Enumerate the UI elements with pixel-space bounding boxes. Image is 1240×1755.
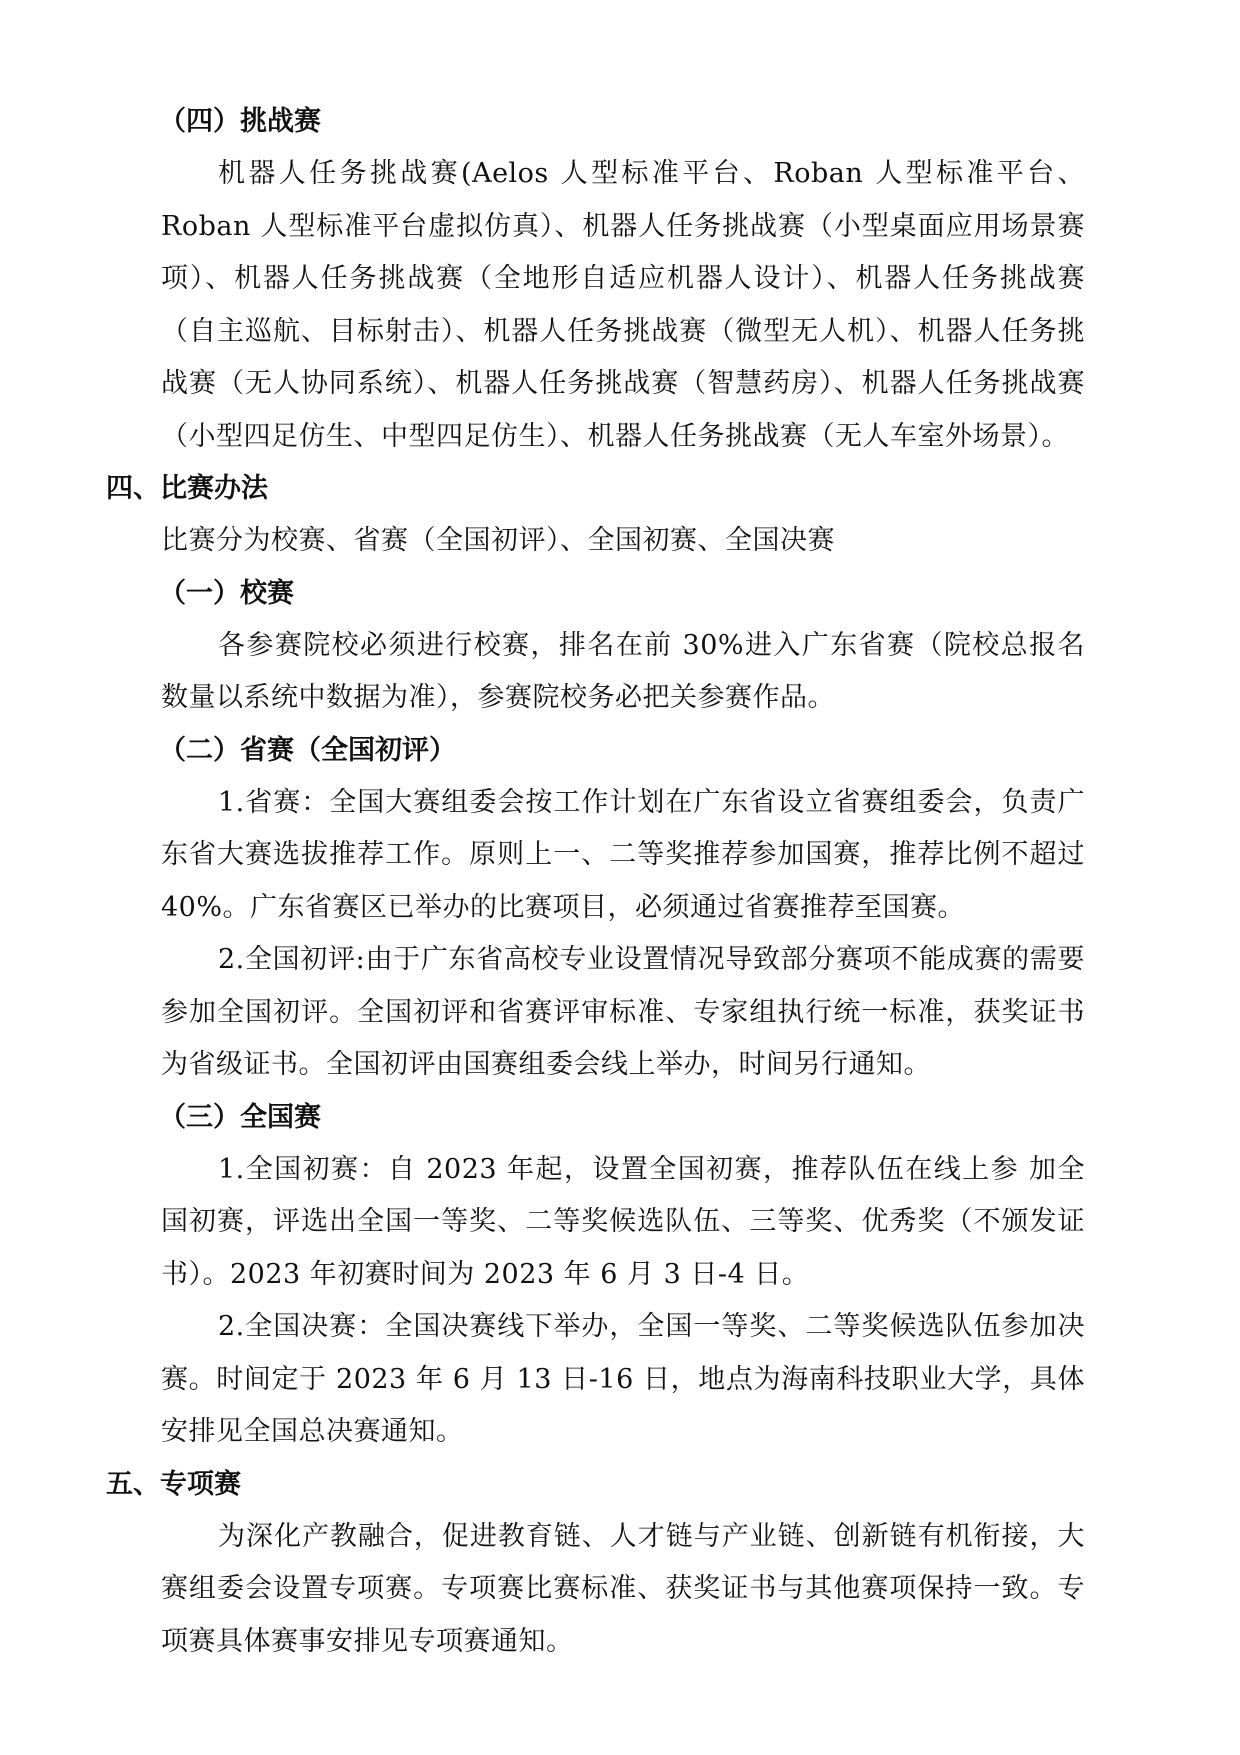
section-heading-provincial-round: （二）省赛（全国初评）: [159, 734, 456, 766]
section-heading-special-competition: 五、专项赛: [106, 1468, 241, 1500]
paragraph-national-1: 1.全国初赛：自 2023 年起，设置全国初赛，推荐队伍在线上参 加全国初赛，评选出全国一等奖、二等奖候选队伍、三等奖、优秀奖（不颁发证书）。2023 年初赛时间为 2023 年 6 月 3 日-4 日。: [161, 1153, 1085, 1290]
paragraph-national-2: 2.全国决赛：全国决赛线下举办，全国一等奖、二等奖候选队伍参加决赛。时间定于 2023 年 6 月 13 日-16 日，地点为海南科技职业大学，具体安排见全国总决赛通知。: [161, 1311, 1085, 1447]
section-heading-competition-method: 四、比赛办法: [106, 473, 268, 504]
section-heading-school-round: （一）校赛: [159, 577, 294, 609]
paragraph-special-competition: 为深化产教融合，促进教育链、人才链与产业链、创新链有机衔接，大赛组委会设置专项赛。专项赛比赛标准、获奖证书与其他赛项保持一致。专项赛具体赛事安排见专项赛通知。: [161, 1520, 1085, 1657]
paragraph-method-intro: 比赛分为校赛、省赛（全国初评）、全国初赛、全国决赛: [161, 525, 835, 556]
section-heading-challenge: （四）挑战赛: [159, 106, 321, 137]
paragraph-provincial-1: 1.省赛：全国大赛组委会按工作计划在广东省设立省赛组委会，负责广东省大赛选拔推荐工作。原则上一、二等奖推荐参加国赛，推荐比例不超过 40%。广东省赛区已举办的比赛项目，必须通过省赛推荐至国赛。: [161, 786, 1085, 923]
paragraph-school-round: 各参赛院校必须进行校赛，排名在前 30%进入广东省赛（院校总报名数量以系统中数据为准），参赛院校务必把关参赛作品。: [161, 629, 1085, 713]
paragraph-provincial-2: 2.全国初评:由于广东省高校专业设置情况导致部分赛项不能成赛的需要参加全国初评。全国初评和省赛评审标准、专家组执行统一标准，获奖证书为省级证书。全国初评由国赛组委会线上举办，时间另行通知。: [161, 944, 1085, 1080]
section-heading-national-round: （三）全国赛: [159, 1101, 321, 1133]
paragraph-challenge-list: 机器人任务挑战赛(Aelos 人型标准平台、Roban 人型标准平台、Roban 人型标准平台虚拟仿真）、机器人任务挑战赛（小型桌面应用场景赛项）、机器人任务挑战赛（全地形自适应机器人设计）、机器人任务挑战赛（自主巡航、目标射击）、机器人任务挑战赛（微型无人机）、机器人任务挑战赛（无人协同系统）、机器人任务挑战赛（智慧药房）、机器人任务挑战赛（小型四足仿生、中型四足仿生）、机器人任务挑战赛（无人车室外场景）。: [161, 158, 1085, 452]
